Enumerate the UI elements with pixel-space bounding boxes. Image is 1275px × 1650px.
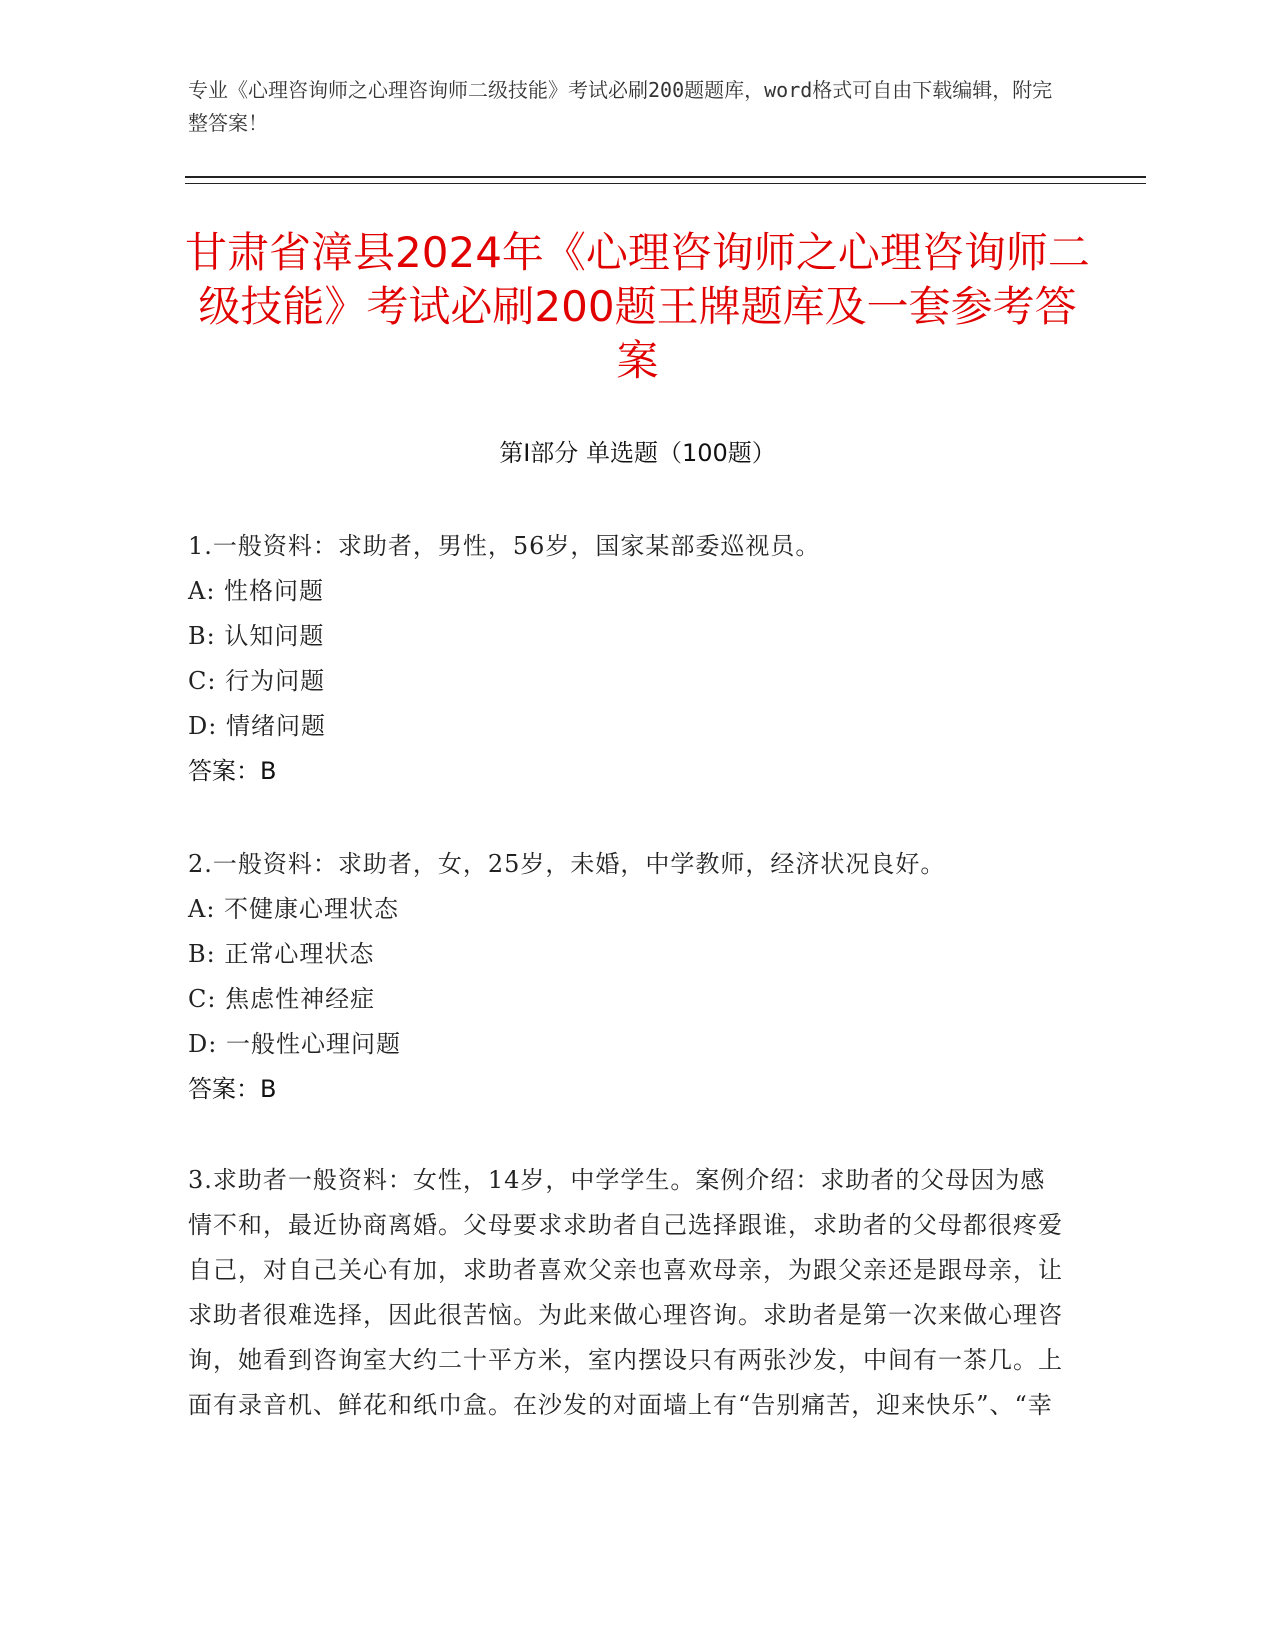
header-rule-thin xyxy=(185,183,1146,184)
option-b: B: 正常心理状态 xyxy=(188,940,375,968)
question-stem: 2.一般资料：求助者，女，25岁，未婚，中学教师，经济状况良好。 xyxy=(188,850,946,878)
question-2 xyxy=(188,842,1068,1112)
answer: 答案：B xyxy=(188,757,277,785)
option-a: A: 不健康心理状态 xyxy=(188,895,400,923)
document-title: 甘肃省漳县2024年《心理咨询师之心理咨询师二级技能》考试必刷200题王牌题库及一套参考答案 xyxy=(185,228,1090,385)
question-1 xyxy=(188,524,1068,794)
option-c: C: 焦虑性神经症 xyxy=(188,985,376,1013)
question-stem: 1.一般资料：求助者，男性，56岁，国家某部委巡视员。 xyxy=(188,532,821,560)
option-d: D: 一般性心理问题 xyxy=(188,1030,401,1058)
option-c: C: 行为问题 xyxy=(188,667,326,695)
option-a: A: 性格问题 xyxy=(188,577,325,605)
question-3 xyxy=(188,1158,1068,1428)
header-rule-thick xyxy=(185,176,1146,178)
question-stem: 3.求助者一般资料：女性，14岁，中学学生。案例介绍：求助者的父母因为感情不和，最近协商离婚。父母要求求助者自己选择跟谁，求助者的父母都很疼爱自己，对自己关心有加，求助者喜欢父亲也喜欢母亲，为跟父亲还是跟母亲，让求助者很难选择，因此很苦恼。为此来做心理咨询。求助者是第一次来做心理咨询，她看到咨询室大约二十平方米，室内摆设只有两张沙发，中间有一茶几。上面有录音机、鲜花和纸巾盒。在沙发的对面墙上有“告别痛苦，迎来快乐”、“幸 xyxy=(188,1166,1063,1419)
option-d: D: 情绪问题 xyxy=(188,712,326,740)
header-note: 专业《心理咨询师之心理咨询师二级技能》考试必刷200题题库，word格式可自由下载编辑，附完整答案！ xyxy=(188,78,1053,135)
answer: 答案：B xyxy=(188,1075,277,1103)
option-b: B: 认知问题 xyxy=(188,622,325,650)
section-title: 第Ⅰ部分 单选题（100题） xyxy=(499,439,776,467)
